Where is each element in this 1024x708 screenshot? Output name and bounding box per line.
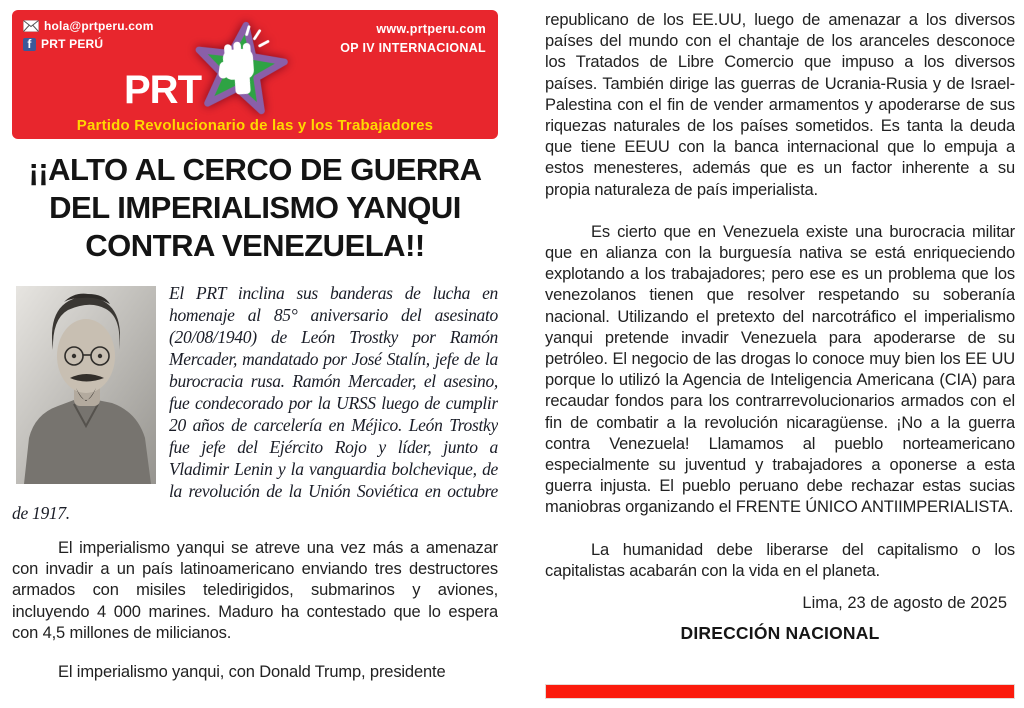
body-paragraph-right-2: Es cierto que en Venezuela existe una burocracia militar que en alianza con la burguesía nativa se está enriqueciendo explotando a los trabajadores; pero ese es un problema que los venezolanos tienen que resolver respetando su soberanía nacional. Utilizando el pretexto del narcotráfico el imperialismo yanqui pretende invadir Venezuela para apoderarse de su petróleo. El negocio de las drogas lo conoce muy bien los EE UU porque lo utilizó la Agencia de Inteligencia Americana (CIA) para recaudar fondos para los contrarrevolucionarios armados con el fin de combatir a la revolución nicaragüense. ¡No a la guerra contra Venezuela! Llamamos al pueblo norteamericano especialmente su juventud y trabajadores a oponerse a esta guerra injusta. El pueblo peruano debe rechazar estas sucias maniobras organizando el FRENTE ÚNICO ANTIIMPERIALISTA. bbox=[545, 222, 1015, 517]
website-text: www.prtperu.com bbox=[376, 22, 486, 36]
right-column bbox=[545, 10, 1015, 699]
envelope-icon bbox=[23, 20, 39, 32]
facebook-row bbox=[23, 37, 154, 51]
headline-line-1: ¡¡ALTO AL CERCO DE GUERRA bbox=[28, 152, 482, 187]
org-line-text: OP IV INTERNACIONAL bbox=[340, 40, 486, 55]
headline-line-3: CONTRA VENEZUELA!! bbox=[85, 228, 425, 263]
star-fist-logo bbox=[187, 15, 293, 121]
trotsky-photo bbox=[16, 286, 156, 484]
header-banner bbox=[12, 10, 498, 139]
web-block bbox=[340, 20, 486, 58]
headline-line-2: DEL IMPERIALISMO YANQUI bbox=[49, 190, 461, 225]
prt-logo-text: PRT bbox=[124, 68, 201, 112]
headline bbox=[12, 151, 498, 265]
email-row bbox=[23, 19, 154, 33]
body-paragraph-right-3: La humanidad debe liberarse del capitalismo o los capitalistas acabarán con la vida en el planeta. bbox=[545, 540, 1015, 580]
party-tagline: Partido Revolucionario de las y los Trabajadores bbox=[76, 117, 434, 134]
date-line: Lima, 23 de agosto de 2025 bbox=[802, 594, 1007, 613]
left-column bbox=[12, 10, 498, 699]
body-paragraph-left-1: El imperialismo yanqui se atreve una vez más a amenazar con invadir a un país latinoamericano enviando tres destructores armados con misiles teledirigidos, submarinos y aviones, incluyendo 4 000 marines. Maduro ha contestado que lo espera con 4,5 millones de milicianos. bbox=[12, 539, 498, 642]
homage-section bbox=[12, 282, 498, 524]
facebook-icon: f bbox=[23, 38, 36, 51]
body-paragraph-left-2: El imperialismo yanqui, con Donald Trump, presidente bbox=[58, 663, 446, 682]
contact-block bbox=[23, 19, 154, 55]
email-text: hola@prtperu.com bbox=[44, 19, 154, 33]
body-paragraph-right-1: republicano de los EE.UU, luego de amenazar a los diversos países del mundo con el chantaje de los aranceles desconoce los Tratados de Libre Comercio que impuso a los diversos países. También dirige las guerras de Ucrania-Rusia y de Israel-Palestina con el fin de vender armamentos y apoderarse de sus riquezas naturales de los países sometidos. Es tanta la deuda que tiene EEUU con la banca internacional que lo empuja a estos menesteres, además que es un factor inherente a su propia naturaleza de país imperialista. bbox=[545, 11, 1015, 199]
facebook-page-text: PRT PERÚ bbox=[41, 37, 104, 51]
signature-direccion-nacional: DIRECCIÓN NACIONAL bbox=[680, 623, 880, 644]
homage-quote: El PRT inclina sus banderas de lucha en homenaje al 85° aniversario del asesinato (20/08/1940) de León Trostky por Ramón Mercader, mandatado por José Stalín, jefe de la burocracia rusa. Ramón Mercader, el asesino, fue condecorado por la URSS luego de cumplir 20 años de carcelería en Méjico. León Trostky fue jefe del Ejército Rojo y líder, junto a Vladimir Lenin y la vanguardia bolchevique, de la revolución de la Unión Soviética en octubre de 1917. bbox=[12, 283, 498, 523]
footer-red-bar bbox=[545, 684, 1015, 699]
